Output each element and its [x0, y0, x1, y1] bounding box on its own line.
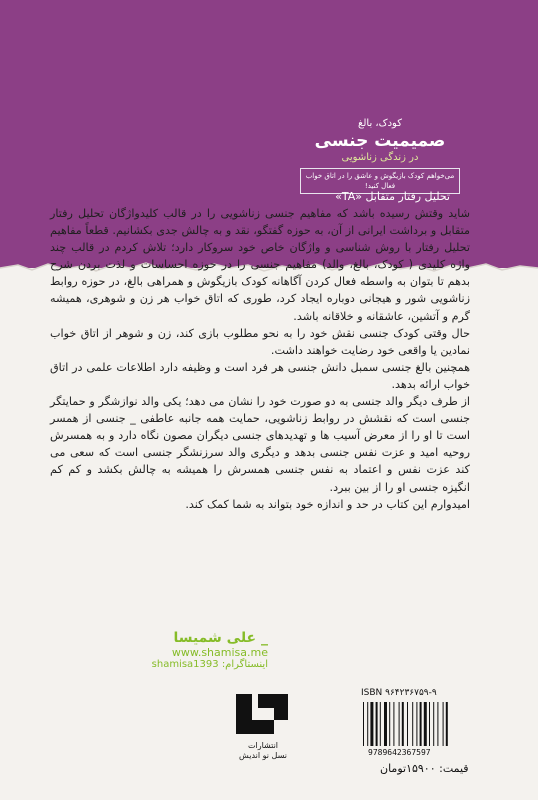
paragraph-4: از طرف دیگر والد جنسی به دو صورت خود را نشان می دهد؛ یکی والد نوازشگر و حمایتگر جنسی است که نقشش در روابط زناشویی، حمایت همه جانبه عاطفی _ جنسی از همسر است تا او را از معرض آسیب ها و تهدیدهای جنسی دیگران مصون نگاه دارد و به همسرش روحیه امید و عزت نفس جنسی بدهد و دیگری والد سرزنشگر جنسی است که سعی می کند عزت نفس و اعتماد به نفس جنسی همسرش را همیشه به چالش بکشد و کم کم انگیزه جنسی او را از بین ببرد. — [50, 395, 470, 494]
barcode-bar — [367, 702, 368, 746]
book-series-label: کودک، بالغ — [358, 118, 402, 129]
barcode-bar — [380, 702, 381, 746]
publisher-name-block — [228, 741, 298, 761]
price-label: قیمت: ۱۵۹۰۰تومان — [380, 762, 469, 775]
paragraph-5: امیدوارم این کتاب در حد و اندازه خود بتواند به شما کمک کند. — [185, 497, 470, 511]
author-name: _ علی شمیسا — [173, 630, 268, 646]
barcode-bar — [370, 702, 373, 746]
barcode-bar — [437, 702, 438, 746]
barcode-bar — [412, 702, 413, 746]
author-website: www.shamisa.me — [171, 646, 268, 659]
barcode-bar — [407, 702, 408, 746]
barcode-bar — [376, 702, 378, 746]
publisher-label: انتشارات — [247, 741, 279, 750]
barcode-bar — [429, 702, 430, 746]
book-tagline: می‌خواهم کودک بازیگوش و عاشق را در اتاق خواب فعال کنید! — [300, 168, 460, 194]
isbn-label: ISBN ۹۶۴۲۳۶۷۵۹-۹ — [361, 688, 437, 698]
barcode-bar — [443, 702, 444, 746]
paragraph-2: حال وقتی کودک جنسی نقش خود را به نحو مطلوب بازی کند، زن و شوهر از اتاق خواب نمادین یا واقعی خود رضایت خواهند داشت. — [50, 326, 470, 357]
barcode-bar — [433, 702, 434, 746]
publisher-name: نسل نو اندیش — [239, 751, 287, 760]
barcode-bar — [446, 702, 448, 746]
book-subtitle: در زندگی زناشویی — [341, 152, 419, 163]
author-block — [138, 630, 268, 670]
barcode-bar — [416, 702, 417, 746]
barcode-bar — [393, 702, 394, 746]
paragraph-3: همچنین بالغ جنسی سمبل دانش جنسی هر فرد است و وظیفه دارد اطلاعات علمی در اتاق خواب ارائه بدهد. — [50, 360, 470, 391]
barcode-bar — [399, 702, 400, 746]
barcode-bar — [420, 702, 422, 746]
paragraph-1: شاید وقتش رسیده باشد که مفاهیم جنسی زناشویی را در قالب کلیدواژگان تحلیل رفتار متقابل و برداشت ایرانی از آن، به حوزه گفتگو، نقد و به چالش جدی بکشانیم. قطعاً مفاهیم تحلیل رفتار با روش شناسی و واژگان خاص خود سروکار دارد؛ تلاش کردم در قالب چند واژه کلیدی ( کودک، بالغ، والد) مفاهیم جنسی را در حوزه احساسات و لذت بردن شرح بدهم تا بتوان به واسطه فعال کردن آگاهانه کودک بازیگوش و همراهی بالغ، در حوزه روابط زناشویی شور و هیجانی دوباره ایجاد کرد، طوری که اتاق خواب هر زن و شوهری، همیشه گرم و آتشین، عاشقانه و خلاقانه باشد. — [50, 207, 470, 323]
section-title: تحلیل رفتار متقابل «TA» — [335, 190, 450, 203]
barcode-number: 9789642367597 — [368, 748, 431, 757]
barcode-bar — [402, 702, 404, 746]
book-title: صمیمیت جنسی — [314, 131, 446, 151]
instagram-label: اینستاگرام: — [221, 659, 268, 670]
publisher-logo-icon — [232, 690, 292, 738]
author-instagram — [138, 659, 268, 670]
barcode-bar — [384, 702, 387, 746]
back-cover-text — [50, 205, 470, 513]
barcode-bar — [389, 702, 390, 746]
barcode-bar — [424, 702, 427, 746]
instagram-handle: shamisa1393 — [151, 659, 219, 670]
barcode-icon — [361, 702, 471, 746]
cover-book-title-block — [300, 118, 460, 194]
barcode-bar — [363, 702, 364, 746]
